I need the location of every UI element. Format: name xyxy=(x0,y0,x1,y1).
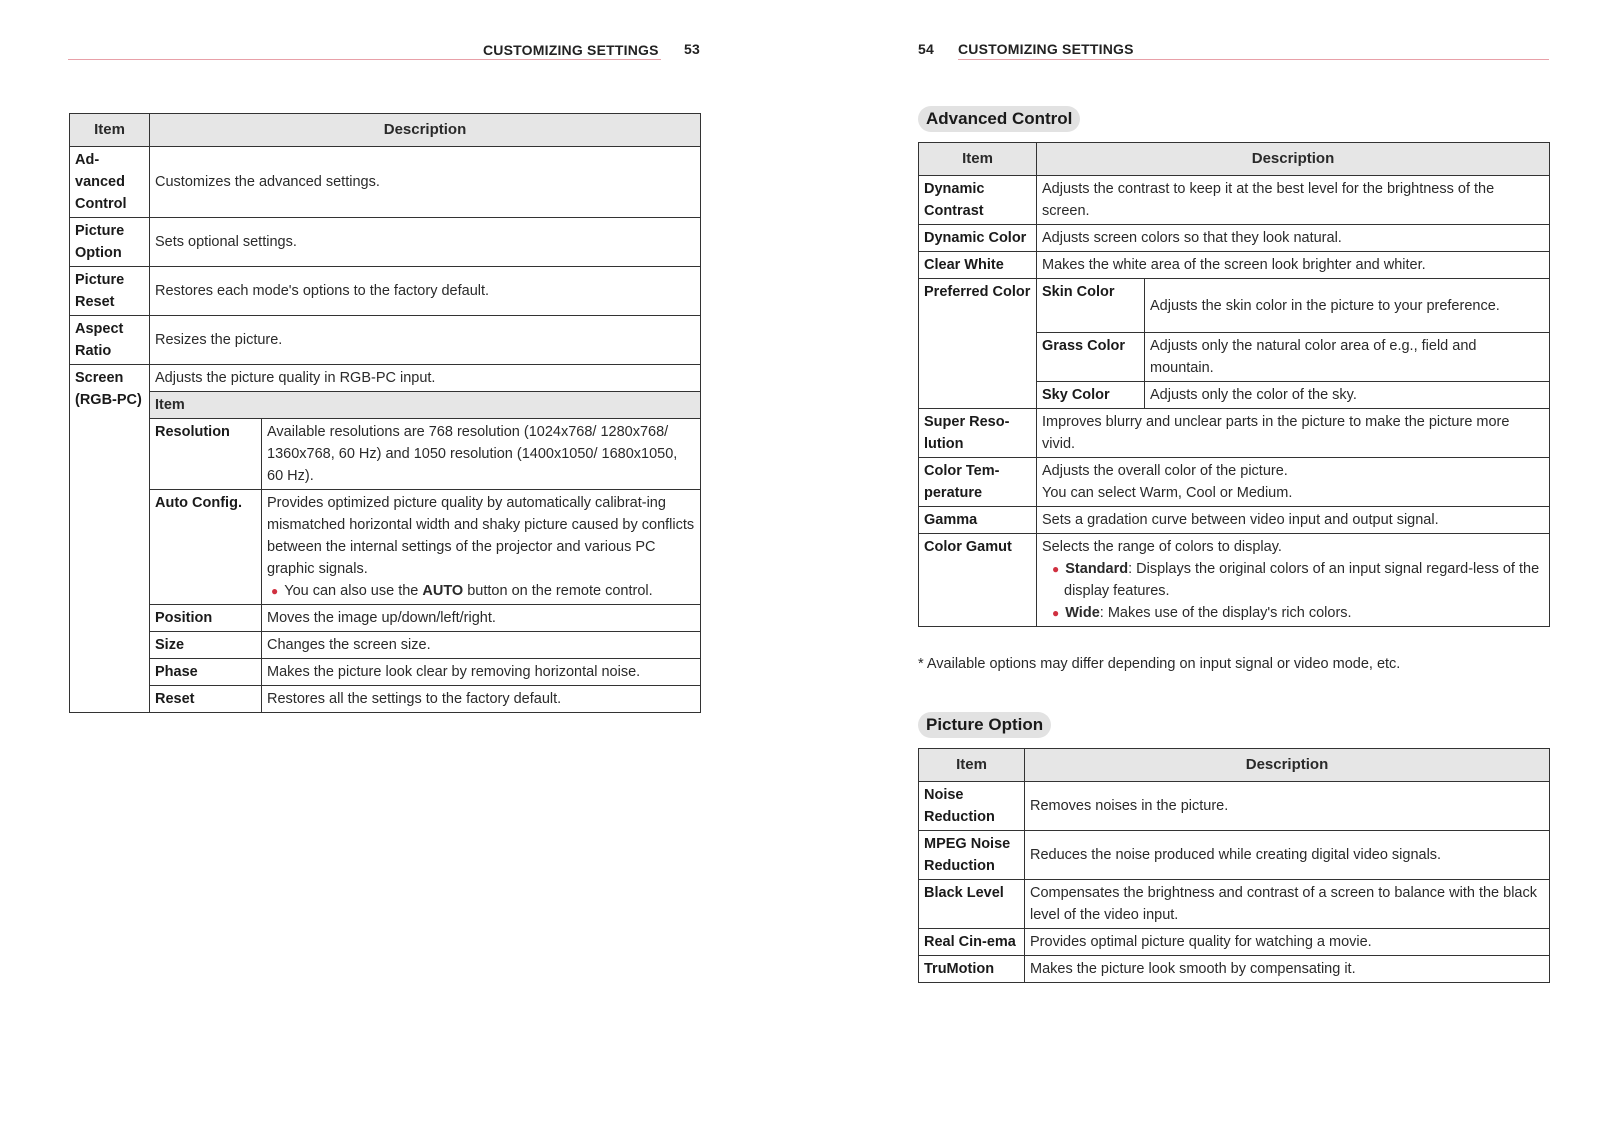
row-description: Customizes the advanced settings. xyxy=(150,147,701,218)
row-description: Restores each mode's options to the factory default. xyxy=(150,267,701,316)
color-temp-line1: Adjusts the overall color of the picture. xyxy=(1042,463,1288,479)
sub-item-phase: Phase xyxy=(150,659,262,686)
color-gamut-standard xyxy=(1042,558,1544,602)
sub-desc-position: Moves the image up/down/left/right. xyxy=(262,605,701,632)
sub-desc-size: Changes the screen size. xyxy=(262,632,701,659)
desc-mpeg-noise-reduction: Reduces the noise produced while creating digital video signals. xyxy=(1025,831,1550,880)
item-dynamic-contrast: Dynamic Contrast xyxy=(919,176,1037,225)
item-mpeg-noise-reduction: MPEG Noise Reduction xyxy=(919,831,1025,880)
desc-trumotion: Makes the picture look smooth by compensating it. xyxy=(1025,956,1550,983)
row-item: Aspect Ratio xyxy=(70,316,150,365)
sub-desc-resolution: Available resolutions are 768 resolution (1024x768/ 1280x768/ 1360x768, 60 Hz) and 1050 resolution (1400x1050/ 1680x1050, 60 Hz). xyxy=(262,419,701,490)
standard-desc: : Displays the original colors of an input signal regard-less of the display features. xyxy=(1064,561,1540,599)
sub-item-size: Size xyxy=(150,632,262,659)
bullet-icon: ● xyxy=(1052,606,1060,620)
sub-desc-grass-color: Adjusts only the natural color area of e.g., field and mountain. xyxy=(1145,333,1550,382)
sub-item-grass-color: Grass Color xyxy=(1037,333,1145,382)
desc-clear-white: Makes the white area of the screen look brighter and whiter. xyxy=(1037,252,1550,279)
advanced-control-table xyxy=(918,142,1550,627)
desc-color-gamut xyxy=(1037,534,1550,627)
sub-item-auto-config: Auto Config. xyxy=(150,490,262,605)
item-preferred-color: Preferred Color xyxy=(919,279,1037,409)
item-trumotion: TruMotion xyxy=(919,956,1025,983)
advanced-control-title: Advanced Control xyxy=(918,106,1080,132)
desc-dynamic-color: Adjusts screen colors so that they look natural. xyxy=(1037,225,1550,252)
wide-desc: : Makes use of the display's rich colors. xyxy=(1099,605,1352,621)
picture-option-title: Picture Option xyxy=(918,712,1051,738)
left-page-number: 53 xyxy=(684,41,700,57)
screen-description: Adjusts the picture quality in RGB-PC input. xyxy=(150,365,701,392)
sub-desc-reset: Restores all the settings to the factory default. xyxy=(262,686,701,713)
item-color-temperature: Color Tem-perature xyxy=(919,458,1037,507)
row-description: Sets optional settings. xyxy=(150,218,701,267)
sub-item-skin-color: Skin Color xyxy=(1037,279,1145,333)
sub-item-sky-color: Sky Color xyxy=(1037,382,1145,409)
left-settings-table xyxy=(69,113,701,713)
note-text: You can also use the xyxy=(284,583,423,599)
sub-item-position: Position xyxy=(150,605,262,632)
item-super-resolution: Super Reso-lution xyxy=(919,409,1037,458)
desc-real-cinema: Provides optimal picture quality for watching a movie. xyxy=(1025,929,1550,956)
row-description: Resizes the picture. xyxy=(150,316,701,365)
col-header-item: Item xyxy=(919,143,1037,176)
left-header-rule xyxy=(68,59,661,60)
sub-desc-skin-color: Adjusts the skin color in the picture to your preference. xyxy=(1145,279,1550,333)
screen-item: Screen (RGB-PC) xyxy=(70,365,150,713)
col-header-description: Description xyxy=(1037,143,1550,176)
auto-config-text: Provides optimized picture quality by automatically calibrat-ing mismatched horizontal width and shaky picture caused by conflicts between the internal settings of the projector and various PC graphic signals. xyxy=(267,495,695,577)
desc-dynamic-contrast: Adjusts the contrast to keep it at the best level for the brightness of the screen. xyxy=(1037,176,1550,225)
standard-label: Standard xyxy=(1065,561,1129,577)
desc-noise-reduction: Removes noises in the picture. xyxy=(1025,782,1550,831)
col-header-item: Item xyxy=(70,114,150,147)
row-item: Picture Option xyxy=(70,218,150,267)
note-bold: AUTO xyxy=(422,583,464,599)
footnote: * Available options may differ depending on input signal or video mode, etc. xyxy=(918,656,1401,672)
item-dynamic-color: Dynamic Color xyxy=(919,225,1037,252)
item-color-gamut: Color Gamut xyxy=(919,534,1037,627)
bullet-icon: ● xyxy=(1052,562,1060,576)
col-header-item: Item xyxy=(919,749,1025,782)
item-noise-reduction: Noise Reduction xyxy=(919,782,1025,831)
color-gamut-wide xyxy=(1042,602,1544,624)
screen-sub-header: Item xyxy=(150,392,701,419)
desc-super-resolution: Improves blurry and unclear parts in the picture to make the picture more vivid. xyxy=(1037,409,1550,458)
desc-black-level: Compensates the brightness and contrast of a screen to balance with the black level of the video input. xyxy=(1025,880,1550,929)
sub-item-reset: Reset xyxy=(150,686,262,713)
item-clear-white: Clear White xyxy=(919,252,1037,279)
right-header-rule xyxy=(958,59,1549,60)
picture-option-table xyxy=(918,748,1550,983)
desc-gamma: Sets a gradation curve between video input and output signal. xyxy=(1037,507,1550,534)
item-black-level: Black Level xyxy=(919,880,1025,929)
auto-config-note xyxy=(267,580,695,602)
wide-label: Wide xyxy=(1065,605,1100,621)
sub-desc-sky-color: Adjusts only the color of the sky. xyxy=(1145,382,1550,409)
left-header-title: CUSTOMIZING SETTINGS xyxy=(483,42,659,58)
row-item: Ad-vanced Control xyxy=(70,147,150,218)
col-header-description: Description xyxy=(1025,749,1550,782)
desc-color-temperature xyxy=(1037,458,1550,507)
row-item: Picture Reset xyxy=(70,267,150,316)
color-gamut-text: Selects the range of colors to display. xyxy=(1042,539,1282,555)
sub-item-resolution: Resolution xyxy=(150,419,262,490)
bullet-icon: ● xyxy=(271,584,279,598)
color-temp-line2: You can select Warm, Cool or Medium. xyxy=(1042,485,1293,501)
right-header-title: CUSTOMIZING SETTINGS xyxy=(958,41,1134,57)
item-real-cinema: Real Cin-ema xyxy=(919,929,1025,956)
right-page-number: 54 xyxy=(918,41,934,57)
col-header-description: Description xyxy=(150,114,701,147)
note-text: button on the remote control. xyxy=(463,583,653,599)
sub-desc-phase: Makes the picture look clear by removing horizontal noise. xyxy=(262,659,701,686)
sub-desc-auto-config xyxy=(262,490,701,605)
item-gamma: Gamma xyxy=(919,507,1037,534)
